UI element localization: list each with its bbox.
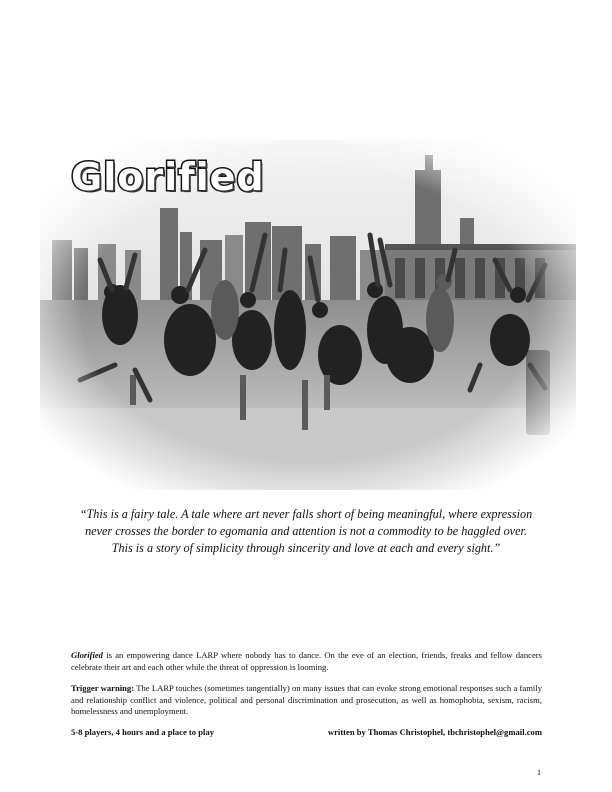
footer-line [71, 727, 542, 737]
quote-line: This is a story of simplicity through sincerity and love at each and every sight.” [111, 541, 501, 555]
intro-paragraph [71, 650, 542, 673]
intro-text: is an empowering dance LARP where nobody has to dance. On the eve of an election, friends, freaks and fellow dancers celebrate their art and each other while the threat of oppression is looming. [71, 650, 542, 672]
quote-line: never crosses the border to egomania and attention is not a commodity to be haggled over. [85, 524, 527, 538]
page-number: 1 [537, 768, 541, 777]
trigger-warning-paragraph [71, 683, 542, 718]
quote-line: “This is a fairy tale. A tale where art never falls short of being meaningful, where expression [79, 507, 533, 521]
player-info: 5-8 players, 4 hours and a place to play [71, 727, 215, 737]
trigger-warning-text: The LARP touches (sometimes tangentially) on many issues that can evoke strong emotional responses such a family and relationship conflict and violence, political and personal discrimination and prosecution, as well as homophobia, sexism, racism, homelessness and unemployment. [71, 683, 542, 716]
author-credit: written by Thomas Christophel, tbchristophel@gmail.com [327, 727, 542, 737]
trigger-warning-label: Trigger warning: [71, 683, 135, 693]
intro-game-name: Glorified [71, 650, 103, 660]
epigraph-quote [60, 506, 552, 557]
document-title: Glorified [71, 155, 265, 199]
